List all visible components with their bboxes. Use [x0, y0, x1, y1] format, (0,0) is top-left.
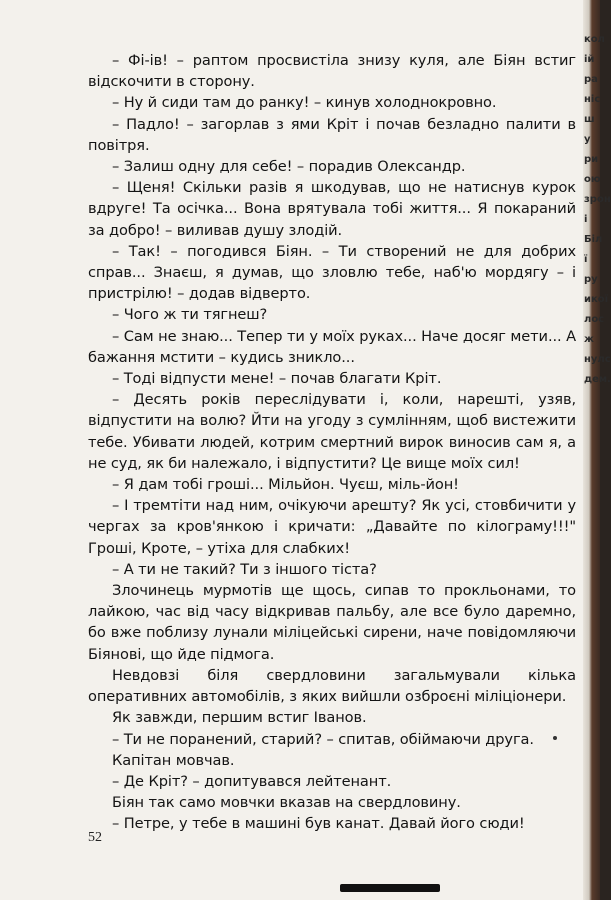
paragraph: Невдовзі біля свердловини загальмували кілька оперативних автомобілів, з яких вийшли озброєні міліціонери.: [88, 666, 576, 706]
paragraph: Капітан мовчав.: [112, 751, 235, 769]
edge-fragment: дем.: [584, 374, 611, 385]
paragraph: – Чого ж ти тягнеш?: [112, 306, 268, 324]
paragraph: – Щеня! Скільки разів я шкодував, що не натиснув курок вдруге! Та осічка... Вона врятувала тобі життя... Я покараний за добро! – виливав душу злодій.: [88, 179, 576, 239]
paragraph: – Тоді відпусти мене! – почав благати Кріт.: [112, 370, 442, 388]
paragraph: – Петре, у тебе в машині був канат. Давай його сюди!: [112, 815, 525, 833]
edge-fragment: зрон: [584, 194, 611, 205]
paragraph: – І тремтіти над ним, очікуючи арешту? Як усі, стовбичити у чергах за кров'янкою і кричати: „Давайте по кілограму!!!" Гроші, Кроте, – утіха для слабких!: [88, 497, 576, 557]
page-number: 52: [88, 830, 102, 845]
edge-fragment: икої: [584, 294, 609, 305]
paragraph: – Фі-ів! – раптом просвистіла знизу куля, але Біян встиг відскочити в сторону.: [88, 52, 576, 91]
edge-fragment: Біл: [584, 234, 603, 245]
paragraph: – Я дам тобі гроші... Мільйон. Чуєш, міль-йон!: [112, 476, 459, 494]
paragraph: – Падло! – загорлав з ями Кріт і почав безладно палити в повітря.: [88, 115, 576, 154]
next-page-edge: [583, 0, 611, 900]
edge-fragment: лос: [584, 314, 605, 325]
paragraph: Злочинець мурмотів ще щось, сипав то прокльонами, то лайкою, час від часу відкривав пальбу, але все було даремно, бо вже поблизу лунали міліцейські сирени, наче повідомляючи Біянові, що йде підмога.: [88, 582, 576, 663]
paragraph: – Десять років переслідувати і, коли, нарешті, узяв, відпустити на волю? Йти на угоду з сумлінням, щоб вистежити тебе. Убивати людей, котрим смертний вирок виносив сам я, а не суд, як би належало, і відпустити? Це вище моїх сил!: [88, 391, 576, 472]
edge-fragment: ніс: [584, 94, 601, 105]
paragraph: – Де Кріт? – допитувався лейтенант.: [112, 772, 392, 790]
edge-fragment: у: [584, 134, 591, 145]
edge-fragment: ї: [584, 254, 588, 265]
paragraph: Біян так само мовчки вказав на свердловину.: [112, 794, 461, 812]
edge-fragment: ж: [584, 334, 594, 345]
edge-fragment: ри: [584, 154, 599, 165]
paragraph: – Так! – погодився Біян. – Ти створений не для добрих справ... Знаєш, я думав, що зловлю тебе, наб'ю мордягу – і пристрілю! – додав відверто.: [88, 242, 576, 303]
edge-fragment: нулс: [584, 354, 611, 365]
paragraph: – Ти не поранений, старий? – спитав, обіймаючи друга.: [112, 730, 534, 748]
edge-fragment: ш: [584, 114, 595, 125]
paragraph: – А ти не такий? Ти з іншого тіста?: [112, 560, 377, 578]
paragraph: – Ну й сиди там до ранку! – кинув холоднокровно.: [112, 94, 497, 112]
edge-fragment: ру: [584, 274, 598, 285]
edge-fragment: ою: [584, 174, 601, 185]
edge-fragment: ій: [584, 54, 595, 65]
bottom-shadow: [340, 884, 440, 892]
paragraph: Як завжди, першим встиг Іванов.: [112, 709, 367, 727]
page-text: [88, 50, 576, 835]
ink-blot: [553, 736, 557, 740]
paragraph: – Залиш одну для себе! – порадив Олександр.: [112, 158, 466, 176]
edge-text-fragments: [584, 30, 611, 390]
edge-fragment: кол: [584, 34, 605, 45]
edge-fragment: і: [584, 214, 588, 225]
edge-fragment: ра: [584, 74, 598, 85]
paragraph: – Сам не знаю... Тепер ти у моїх руках... Наче досяг мети... А бажання мстити – кудись зникло...: [88, 327, 576, 366]
